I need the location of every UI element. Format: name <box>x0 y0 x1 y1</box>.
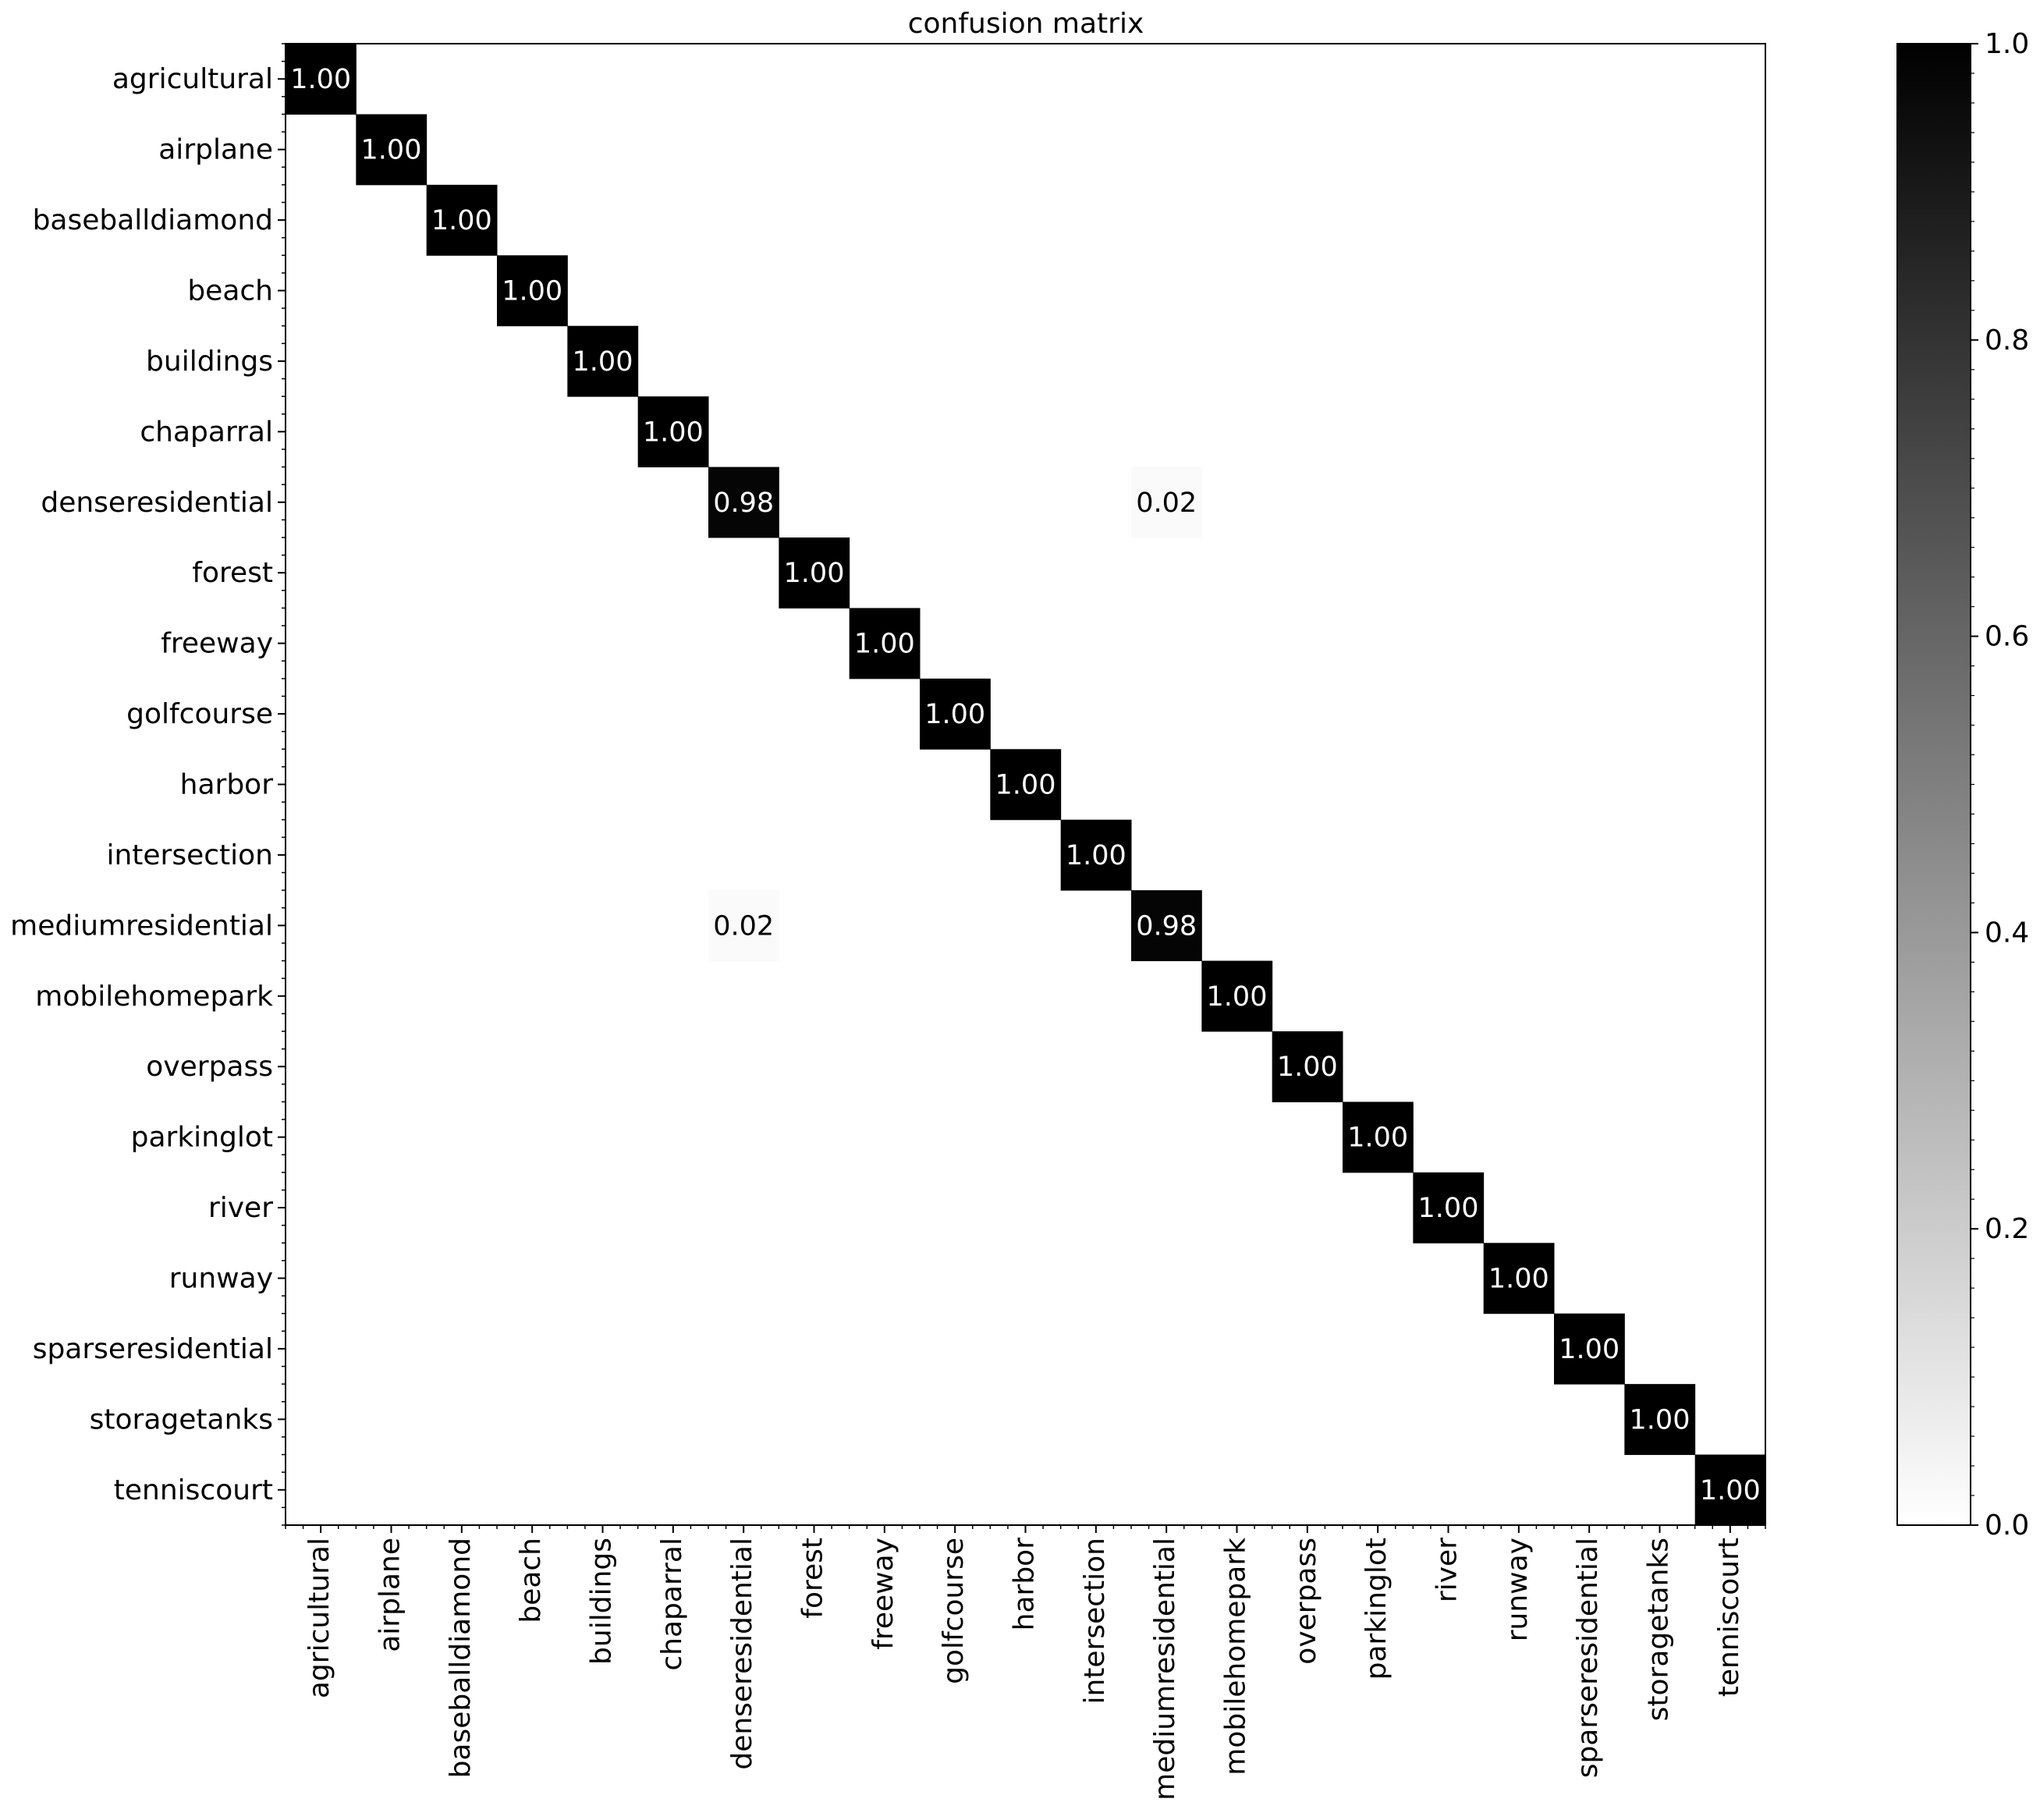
cell-value-label: 0.98 <box>1136 910 1197 942</box>
y-tick-label: mobilehomepark <box>35 980 273 1013</box>
colorbar-tick-label: 0.0 <box>1985 1510 2030 1542</box>
cell-value-label: 1.00 <box>924 699 986 731</box>
colorbar-tick-label: 0.6 <box>1985 620 2030 653</box>
cell-value-label: 1.00 <box>783 558 845 590</box>
x-tick-label: parkinglot <box>1361 1538 1393 1680</box>
y-tick-label: beach <box>187 275 273 307</box>
cell-value-label: 1.00 <box>642 417 704 449</box>
y-tick-label: river <box>208 1192 273 1225</box>
x-tick-label: runway <box>1501 1538 1534 1642</box>
cell-value-label: 0.02 <box>1136 487 1197 519</box>
y-tick-label: runway <box>169 1262 273 1295</box>
x-tick-label: beach <box>515 1538 548 1623</box>
y-tick-label: parkinglot <box>130 1121 273 1154</box>
x-tick-label: buildings <box>585 1538 618 1665</box>
colorbar-gradient <box>1897 44 1971 1525</box>
y-tick-label: forest <box>192 557 273 590</box>
x-tick-label: harbor <box>1008 1538 1041 1631</box>
y-tick-label: airplane <box>158 133 273 166</box>
y-tick-label: freeway <box>161 627 273 660</box>
cell-value-label: 1.00 <box>1065 839 1126 871</box>
chart-title: confusion matrix <box>907 8 1144 40</box>
y-tick-label: mediumresidential <box>10 910 273 942</box>
y-tick-label: baseballdiamond <box>32 204 273 237</box>
x-tick-label: mobilehomepark <box>1219 1538 1252 1776</box>
heatmap-cell-labels <box>290 64 1761 1506</box>
y-tick-label: harbor <box>179 768 273 801</box>
cell-value-label: 1.00 <box>360 134 422 166</box>
x-tick-label: freeway <box>867 1538 899 1650</box>
x-tick-label: overpass <box>1290 1538 1322 1665</box>
cell-value-label: 1.00 <box>995 769 1056 801</box>
x-tick-label: airplane <box>374 1538 406 1652</box>
x-tick-label: forest <box>796 1538 829 1619</box>
cell-value-label: 1.00 <box>1559 1333 1620 1365</box>
colorbar-tick-label: 0.8 <box>1985 324 2030 357</box>
y-tick-label: intersection <box>106 839 273 871</box>
x-tick-label: storagetanks <box>1642 1538 1675 1722</box>
x-axis <box>286 1525 1765 1800</box>
y-tick-label: overpass <box>146 1051 273 1084</box>
y-tick-label: agricultural <box>112 63 273 96</box>
y-tick-label: buildings <box>146 345 273 378</box>
y-tick-label: tenniscourt <box>113 1474 273 1506</box>
cell-value-label: 0.02 <box>713 910 775 942</box>
colorbar-tick-label: 0.2 <box>1985 1213 2030 1246</box>
cell-value-label: 1.00 <box>290 64 352 96</box>
x-tick-label: intersection <box>1078 1538 1111 1705</box>
colorbar-tick-label: 0.4 <box>1985 917 2030 949</box>
cell-value-label: 1.00 <box>1488 1263 1549 1295</box>
x-tick-label: river <box>1431 1538 1463 1603</box>
x-tick-label: chaparral <box>655 1538 688 1671</box>
cell-value-label: 1.00 <box>853 628 915 660</box>
cell-value-label: 1.00 <box>431 205 492 237</box>
x-tick-label: tenniscourt <box>1712 1538 1745 1698</box>
y-tick-label: chaparral <box>140 416 273 449</box>
y-tick-label: denseresidential <box>41 486 273 519</box>
colorbar-tick-label: 1.0 <box>1985 28 2030 60</box>
x-tick-label: baseballdiamond <box>444 1538 477 1779</box>
y-tick-label: golfcourse <box>126 698 273 731</box>
y-tick-label: storagetanks <box>89 1403 273 1436</box>
cell-value-label: 1.00 <box>1699 1474 1761 1506</box>
cell-value-label: 1.00 <box>1347 1122 1409 1154</box>
x-tick-label: agricultural <box>303 1538 336 1699</box>
x-tick-label: denseresidential <box>726 1538 759 1770</box>
cell-value-label: 1.00 <box>1417 1193 1479 1225</box>
y-tick-label: sparseresidential <box>32 1332 273 1365</box>
x-tick-label: golfcourse <box>938 1538 970 1684</box>
x-tick-label: mediumresidential <box>1149 1538 1182 1800</box>
cell-value-label: 1.00 <box>1629 1404 1691 1436</box>
x-tick-label: sparseresidential <box>1572 1538 1605 1779</box>
colorbar <box>1897 28 2029 1542</box>
cell-value-label: 1.00 <box>502 275 563 307</box>
cell-value-label: 0.98 <box>713 487 775 519</box>
y-axis <box>10 44 286 1525</box>
cell-value-label: 1.00 <box>1276 1052 1338 1084</box>
cell-value-label: 1.00 <box>572 346 633 378</box>
cell-value-label: 1.00 <box>1206 981 1268 1013</box>
